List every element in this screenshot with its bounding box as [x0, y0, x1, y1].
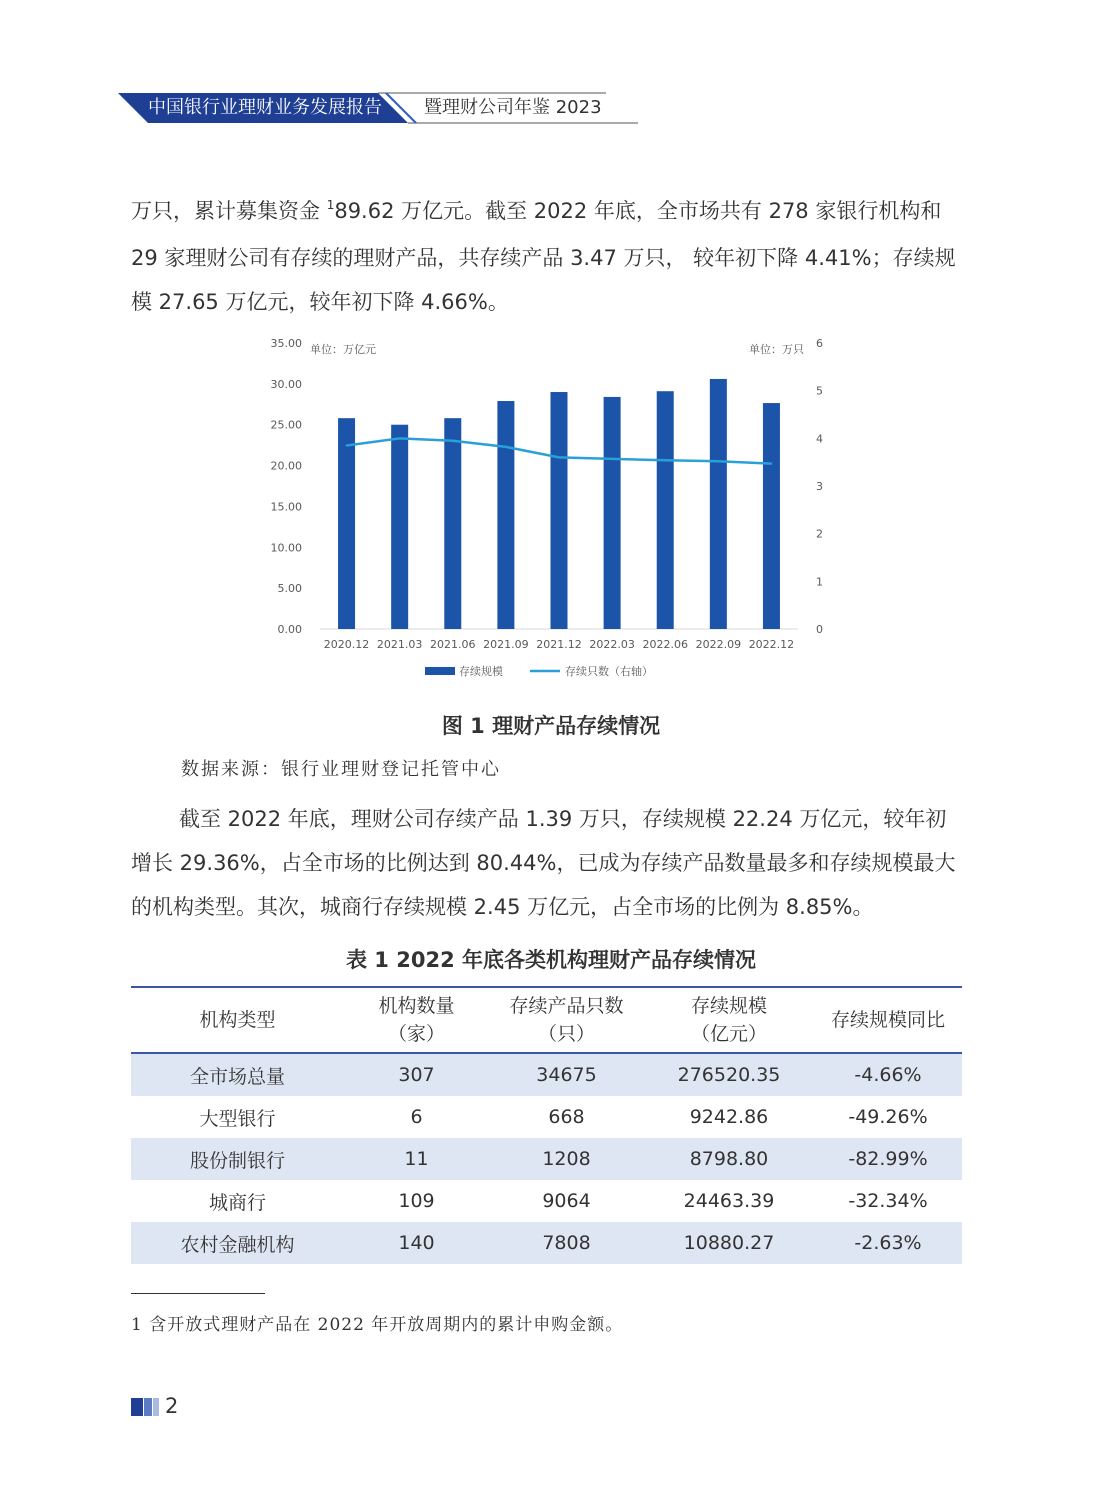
paragraph-2: 截至 2022 年底，理财公司存续产品 1.39 万只，存续规模 22.24 万亿元，较年初增长 29.36%，占全市场的比例达到 80.44%，已成为存续产品数量最多和存续规模最大的机构类型。其次，城商行存续规模 2.45 万亿元，占全市场的比例为 8.85%。	[131, 807, 956, 919]
table-cell: 10880.27	[644, 1222, 814, 1264]
bar	[710, 379, 727, 629]
x-tick-label: 2022.12	[748, 638, 795, 651]
table-row	[131, 1096, 962, 1138]
table-cell: 109	[398, 1190, 435, 1212]
right-tick-label: 3	[816, 480, 823, 493]
data-source: 数据来源：银行业理财登记托管中心	[181, 759, 501, 780]
table-cell: 城商行	[208, 1191, 266, 1214]
line-point	[558, 456, 560, 458]
table-cell: 24463.39	[683, 1190, 775, 1212]
line-point	[664, 459, 666, 461]
table-cell: 7808	[489, 1222, 644, 1264]
table-cell: 9242.86	[689, 1106, 769, 1128]
table-cell: 276520.35	[644, 1053, 814, 1096]
table-cell: 8798.80	[644, 1138, 814, 1180]
table-cell: 668	[548, 1106, 585, 1128]
left-tick-label: 35.00	[270, 337, 302, 350]
th-products: 存续产品只数 （只）	[489, 987, 644, 1053]
table-cell: 307	[344, 1053, 489, 1096]
table-cell: 11	[344, 1138, 489, 1180]
header-banner	[118, 92, 618, 124]
left-tick-label: 20.00	[270, 459, 302, 473]
legend-label-bar: 存续规模	[459, 665, 503, 678]
bar-line-chart	[258, 330, 823, 685]
footnote-divider	[131, 1293, 265, 1294]
paragraph-1	[131, 189, 963, 324]
chart-container	[258, 330, 823, 685]
x-tick-label: 2021.06	[430, 638, 476, 651]
table-cell: 全市场总量	[131, 1053, 344, 1096]
table-cell: 1208	[489, 1138, 644, 1180]
line-point	[452, 440, 454, 442]
table-row	[131, 1180, 962, 1222]
bar	[391, 425, 408, 629]
table-cell: 34675	[489, 1053, 644, 1096]
th-scale: 存续规模 （亿元）	[644, 987, 814, 1053]
x-tick-label: 2021.03	[376, 638, 423, 651]
report-title: 中国银行业理财业务发展报告	[148, 97, 382, 118]
table-row	[131, 1222, 962, 1264]
line-point	[399, 437, 401, 439]
th-count: 机构数量 （家）	[344, 987, 489, 1053]
x-tick-label: 2020.12	[323, 638, 370, 651]
line-point	[770, 463, 772, 465]
right-tick-label: 5	[816, 384, 823, 398]
right-tick-label: 2	[816, 527, 823, 541]
table-cell: 大型银行	[199, 1107, 276, 1130]
line-point	[346, 444, 348, 446]
left-tick-label: 30.00	[270, 377, 302, 391]
bar	[551, 392, 568, 629]
table-cell: -4.66%	[814, 1053, 962, 1096]
bar	[497, 401, 514, 629]
institution-table	[131, 986, 962, 1264]
figure-caption: 图 1 理财产品存续情况	[441, 714, 661, 738]
left-tick-label: 5.00	[277, 582, 302, 596]
bar	[604, 397, 621, 629]
x-tick-label: 2022.03	[589, 638, 635, 651]
x-tick-label: 2022.06	[642, 638, 688, 651]
th-type: 机构类型	[131, 987, 344, 1053]
footnote: 1 含开放式理财产品在 2022 年开放周期内的累计申购金额。	[131, 1315, 624, 1335]
table-cell: 140	[344, 1222, 489, 1264]
bar	[763, 403, 780, 629]
page-marker-icon	[131, 1398, 161, 1416]
page-number: 2	[165, 1394, 179, 1418]
line-point	[505, 446, 507, 448]
x-tick-label: 2021.12	[536, 638, 582, 651]
right-tick-label: 1	[816, 575, 823, 589]
left-tick-label: 10.00	[270, 541, 302, 555]
right-tick-label: 6	[816, 337, 823, 350]
right-tick-label: 0	[816, 623, 823, 636]
left-tick-label: 0.00	[277, 623, 302, 636]
table-header-row	[131, 987, 962, 1053]
line-point	[717, 460, 719, 462]
right-axis-unit: 单位：万只	[749, 343, 804, 356]
bar	[444, 418, 461, 629]
left-tick-label: 25.00	[270, 418, 302, 432]
legend-swatch-bar	[425, 667, 455, 675]
x-tick-label: 2021.09	[483, 638, 529, 651]
paragraph-1-text-b: 89.62 万亿元。截至 2022 年底，全市场共有 278 家银行机构和 29 家理财公司有存续的理财产品，共存续产品 3.47 万只， 较年初下降 4.41%；存续规模 27.65 万亿元，较年初下降 4.66%。	[131, 199, 956, 314]
x-tick-label: 2022.09	[695, 638, 742, 651]
yearbook-title: 暨理财公司年鉴 2023	[424, 97, 602, 118]
table-row	[131, 1053, 962, 1096]
bar	[657, 391, 674, 629]
table-row	[131, 1138, 962, 1180]
bar	[338, 418, 355, 629]
table-cell: 6	[410, 1106, 423, 1128]
right-tick-label: 4	[816, 432, 823, 446]
line-point	[611, 458, 613, 460]
table-cell: 农村金融机构	[131, 1222, 344, 1264]
table-cell: -49.26%	[848, 1106, 928, 1128]
table-cell: -32.34%	[848, 1190, 928, 1212]
table-cell: -2.63%	[814, 1222, 962, 1264]
legend-label-line: 存续只数（右轴）	[565, 665, 653, 678]
table-cell: 9064	[542, 1190, 591, 1212]
left-axis-unit: 单位：万亿元	[310, 343, 376, 356]
table-title: 表 1 2022 年底各类机构理财产品存续情况	[346, 948, 756, 972]
table-cell: 股份制银行	[131, 1138, 344, 1180]
th-yoy: 存续规模同比	[814, 987, 962, 1053]
left-tick-label: 15.00	[270, 500, 302, 514]
paragraph-1-text-a: 万只，累计募集资金	[131, 199, 327, 223]
table-cell: -82.99%	[814, 1138, 962, 1180]
footnote-ref[interactable]: 1	[326, 198, 335, 212]
